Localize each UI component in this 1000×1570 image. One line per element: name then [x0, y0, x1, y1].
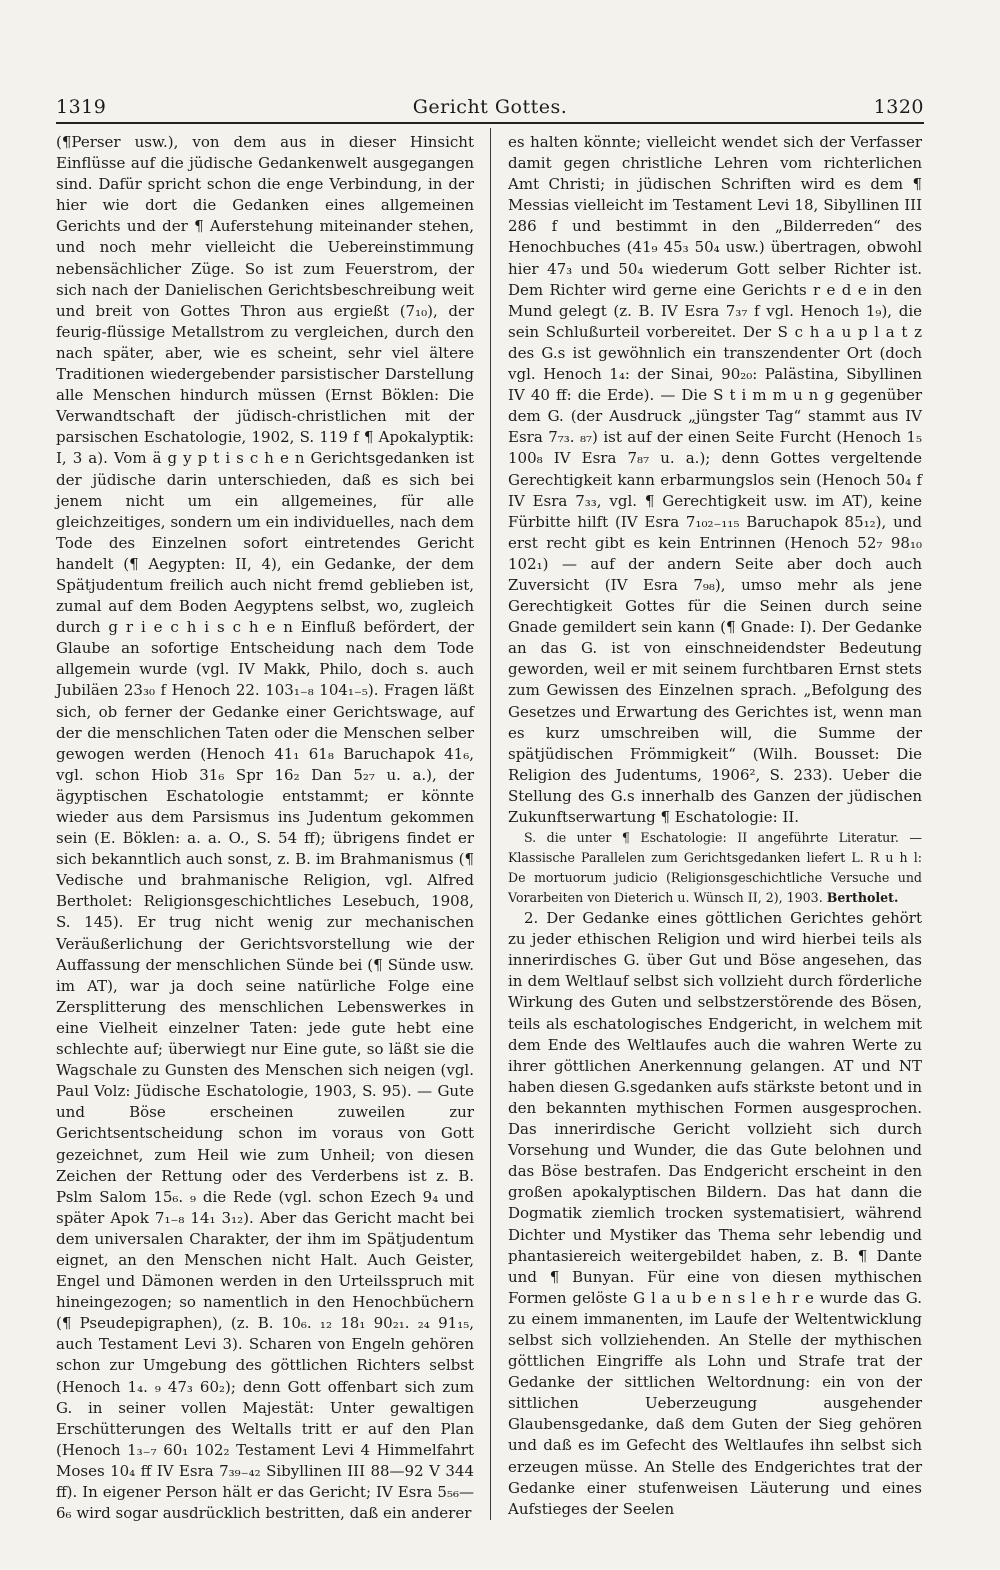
- page-number-right: 1320: [873, 96, 924, 118]
- literature-text: S. die unter ¶ Eschatologie: II angeführte Literatur. — Klassische Parallelen zum Gerichtsgedanken liefert L. R u h l: De mortuorum judicio (Religionsgeschichtliche Versuche und Vorarbeiten von Dieterich u. Wünsch II, 2), 1903.: [508, 830, 922, 906]
- column-divider: [490, 128, 491, 1520]
- right-column: [508, 132, 922, 1520]
- header-rule: [56, 122, 924, 124]
- literature-author: Bertholet.: [826, 890, 899, 906]
- right-paragraph-1: es halten könnte; vielleicht wendet sich der Verfasser damit gegen christliche Lehren vom richterlichen Amt Christi; in jüdischen Schriften wird es dem ¶ Messias vielleicht im Testament Levi 18, Sibyllinen III 286 f und bestimmt in den „Bilderreden“ des Henochbuches (41₉ 45₃ 50₄ usw.) übertragen, obwohl hier 47₃ und 50₄ wiederum Gott selber Richter ist. Dem Richter wird gerne eine Gerichts r e d e in den Mund gelegt (z. B. IV Esra 7₃₇ f vgl. Henoch 1₉), die sein Schlußurteil vorbereitet. Der S c h a u p l a t z des G.s ist gewöhnlich ein transzendenter Ort (doch vgl. Henoch 1₄: der Sinai, 90₂₀: Palästina, Sibyllinen IV 40 ff: die Erde). — Die S t i m m u n g gegenüber dem G. (der Ausdruck „jüngster Tag“ stammt aus IV Esra 7₇₃. ₈₇) ist auf der einen Seite Furcht (Henoch 1₅ 100₈ IV Esra 7₈₇ u. a.); denn Gottes vergeltende Gerechtigkeit kann erbarmungslos sein (Henoch 50₄ f IV Esra 7₃₃, vgl. ¶ Gerechtigkeit usw. im AT), keine Fürbitte hilft (IV Esra 7₁₀₂₋₁₁₅ Baruchapok 85₁₂), und erst recht gibt es kein Entrinnen (Henoch 52₇ 98₁₀ 102₁) — auf der andern Seite aber doch auch Zuversicht (IV Esra 7₉₈), umso mehr als jene Gerechtigkeit Gottes für die Seinen durch seine Gnade gemildert sein kann (¶ Gnade: I). Der Gedanke an das G. ist von einschneidendster Bedeutung geworden, weil er mit seinem furchtbaren Ernst stets zum Gewissen des Einzelnen sprach. „Befolgung des Gesetzes und Erwartung des Gerichtes ist, wenn man es kurz umschreiben will, die Summe der spätjüdischen Frömmigkeit“ (Wilh. Bousset: Die Religion des Judentums, 1906², S. 233). Ueber die Stellung des G.s innerhalb des Ganzen der jüdischen Zukunftserwartung ¶ Eschatologie: II.: [508, 133, 922, 826]
- literature-note: [508, 828, 922, 908]
- page-number-left: 1319: [56, 96, 107, 118]
- left-column: [56, 132, 474, 1524]
- right-paragraph-2: 2. Der Gedanke eines göttlichen Gerichtes gehört zu jeder ethischen Religion und wird hierbei teils als innerirdisches G. über Gut und Böse angesehen, das in dem Weltlauf selbst sich vollzieht durch förderliche Wirkung des Guten und selbstzerstörende des Bösen, teils als eschatologisches Endgericht, in welchem mit dem Ende des Weltlaufes auch die wahren Werte zu ihrer göttlichen Anerkennung gelangen. AT und NT haben diesen G.sgedanken aufs stärkste betont und in den bekannten mythischen Formen ausgesprochen. Das innerirdische Gericht vollzieht sich durch Vorsehung und Wunder, die das Gute belohnen und das Böse bestrafen. Das Endgericht erscheint in den großen apokalyptischen Bildern. Das hat dann die Dogmatik ziemlich trocken systematisiert, während Dichter und Mystiker das Thema sehr lebendig und phantasiereich weitergebildet haben, z. B. ¶ Dante und ¶ Bunyan. Für eine von diesen mythischen Formen gelöste G l a u b e n s l e h r e wurde das G. zu einem immanenten, im Laufe der Weltentwicklung selbst sich vollziehenden. An Stelle der mythischen göttlichen Eingriffe als Lohn und Strafe trat der Gedanke der sittlichen Weltordnung: ein von der sittlichen Ueberzeugung ausgehender Glaubensgedanke, daß dem Guten der Sieg gehören und daß es im Gefecht des Weltlaufes ihn selbst sich erzeugen müsse. An Stelle des Endgerichtes trat der Gedanke einer stufenweisen Läuterung und eines Aufstieges der Seelen: [508, 909, 922, 1518]
- running-title: Gericht Gottes.: [412, 96, 568, 118]
- page-header: [56, 86, 924, 118]
- left-column-text: (¶Perser usw.), von dem aus in dieser Hinsicht Einflüsse auf die jüdische Gedankenwelt ausgegangen sind. Dafür spricht schon die enge Verbindung, in der hier wie dort die Gedanken eines allgemeinen Gerichts und der ¶ Auferstehung miteinander stehen, und noch mehr vielleicht die Uebereinstimmung nebensächlicher Züge. So ist zum Feuerstrom, der sich nach der Danielischen Gerichtsbeschreibung weit und breit von Gottes Thron aus ergießt (7₁₀), der feurig-flüssige Metallstrom zu vergleichen, durch den nach später, aber, wie es scheint, sehr viel ältere Traditionen wiedergebender parsistischer Darstellung alle Menschen hindurch müssen (Ernst Böklen: Die Verwandtschaft der jüdisch-christlichen mit der parsischen Eschatologie, 1902, S. 119 f ¶ Apokalyptik: I, 3 a). Vom ä g y p t i s c h e n Gerichtsgedanken ist der jüdische darin unterschieden, daß es sich bei jenem nicht um ein allgemeines, für alle gleichzeitiges, sondern um ein individuelles, nach dem Tode des Einzelnen sofort eintretendes Gericht handelt (¶ Aegypten: II, 4), ein Gedanke, der dem Spätjudentum freilich auch nicht fremd geblieben ist, zumal auf dem Boden Aegyptens selbst, wo, zugleich durch g r i e c h i s c h e n Einfluß befördert, der Glaube an sofortige Entscheidung nach dem Tode allgemein wurde (vgl. IV Makk, Philo, doch s. auch Jubiläen 23₃₀ f Henoch 22. 103₁₋₈ 104₁₋₅). Fragen läßt sich, ob ferner der Gedanke einer Gerichtswage, auf der die menschlichen Taten oder die Menschen selber gewogen werden (Henoch 41₁ 61₈ Baruchapok 41₆, vgl. schon Hiob 31₆ Spr 16₂ Dan 5₂₇ u. a.), der ägyptischen Eschatologie entstammt; er könnte wieder aus dem Parsismus ins Judentum gekommen sein (E. Böklen: a. a. O., S. 54 ff); übrigens findet er sich bekanntlich auch sonst, z. B. im Brahmanismus (¶ Vedische und brahmanische Religion, vgl. Alfred Bertholet: Religionsgeschichtliches Lesebuch, 1908, S. 145). Er trug nicht wenig zur mechanischen Veräußerlichung der Gerichtsvorstellung wie der Auffassung der menschlichen Sünde bei (¶ Sünde usw. im AT), war ja doch seine natürliche Folge eine Zersplitterung des menschlichen Lebenswerkes in eine Vielheit einzelner Taten: jede gute hebt eine schlechte auf; überwiegt nur Eine gute, so läßt sie die Wagschale zu Gunsten des Menschen sich neigen (vgl. Paul Volz: Jüdische Eschatologie, 1903, S. 95). — Gute und Böse erscheinen zuweilen zur Gerichtsentscheidung schon im voraus von Gott gezeichnet, zum Heil wie zum Unheil; von diesen Zeichen der Rettung oder des Verderbens ist z. B. Pslm Salom 15₆. ₉ die Rede (vgl. schon Ezech 9₄ und später Apok 7₁₋₈ 14₁ 3₁₂). Aber das Gericht macht bei dem universalen Charakter, der ihm im Spätjudentum eignet, an den Menschen nicht Halt. Auch Geister, Engel und Dämonen werden in den Urteilsspruch mit hineingezogen; so namentlich in den Henochbüchern (¶ Pseudepigraphen), (z. B. 10₆. ₁₂ 18₁ 90₂₁. ₂₄ 91₁₅, auch Testament Levi 3). Scharen von Engeln gehören schon zur Umgebung des göttlichen Richters selbst (Henoch 1₄. ₉ 47₃ 60₂); denn Gott offenbart sich zum G. in seiner vollen Majestät: Unter gewaltigen Erschütterungen des Weltalls tritt er auf den Plan (Henoch 1₃₋₇ 60₁ 102₂ Testament Levi 4 Himmelfahrt Moses 10₄ ff IV Esra 7₃₉₋₄₂ Sibyllinen III 88—92 V 344 ff). In eigener Person hält er das Gericht; IV Esra 5₅₆—6₆ wird sogar ausdrücklich bestritten, daß ein anderer: [56, 133, 474, 1523]
